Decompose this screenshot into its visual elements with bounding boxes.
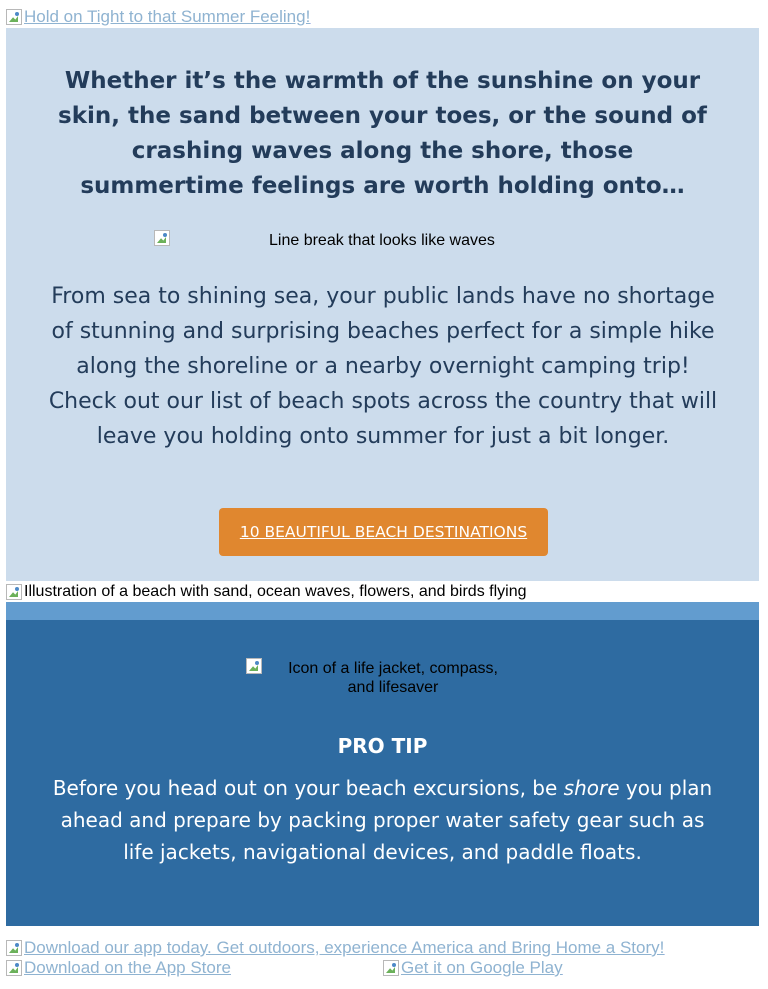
google-play-link[interactable] (383, 958, 563, 978)
protip-icon-image (246, 658, 526, 698)
app-store-link[interactable] (6, 958, 231, 978)
protip-body-end: you plan ahead and prepare by packing proper water safety gear such as life jackets, navigational devices, and paddle floats. (60, 776, 713, 864)
beach-illustration-image (6, 582, 527, 601)
protip-body (46, 772, 719, 868)
hero-banner-link[interactable] (6, 7, 310, 27)
wave-divider-image (154, 230, 614, 252)
beach-illustration-alt: Illustration of a beach with sand, ocean waves, flowers, and birds flying (24, 583, 527, 600)
google-play-alt[interactable]: Get it on Google Play (401, 958, 563, 977)
broken-image-icon (154, 230, 170, 246)
hero-headline: Whether it’s the warmth of the sunshine on your skin, the sand between your toes, or the sound of crashing waves along the shore, those summertime feelings are worth holding onto… (58, 68, 707, 199)
broken-image-icon (6, 940, 22, 956)
broken-image-icon (246, 658, 262, 674)
protip-title: PRO TIP (337, 734, 428, 758)
app-banner-alt[interactable]: Download our app today. Get outdoors, experience America and Bring Home a Story! (24, 938, 665, 957)
app-store-alt[interactable]: Download on the App Store (24, 958, 231, 977)
broken-image-icon (6, 9, 22, 25)
section-divider-stripe (6, 602, 759, 620)
protip-body-emphasis: shore (563, 776, 620, 800)
hero-intro-text: From sea to shining sea, your public lands have no shortage of stunning and surprising beaches perfect for a simple hike along the shoreline or a nearby overnight camping trip! Check out our list of beach spots across the country that will leave you holding onto summer for just a bit longer. (48, 284, 718, 449)
broken-image-icon (383, 960, 399, 976)
protip-section (6, 620, 759, 926)
broken-image-icon (6, 584, 22, 600)
hero-section (6, 28, 759, 581)
hero-banner-alt[interactable]: Hold on Tight to that Summer Feeling! (24, 7, 311, 26)
app-banner-link[interactable] (6, 938, 664, 958)
broken-image-icon (6, 960, 22, 976)
wave-divider-alt: Line break that looks like waves (269, 232, 495, 249)
beach-destinations-button[interactable]: 10 BEAUTIFUL BEACH DESTINATIONS (219, 508, 548, 556)
protip-icon-alt: Icon of a life jacket, compass, and lifesaver (288, 660, 498, 696)
protip-body-start: Before you head out on your beach excursions, be (52, 776, 564, 800)
